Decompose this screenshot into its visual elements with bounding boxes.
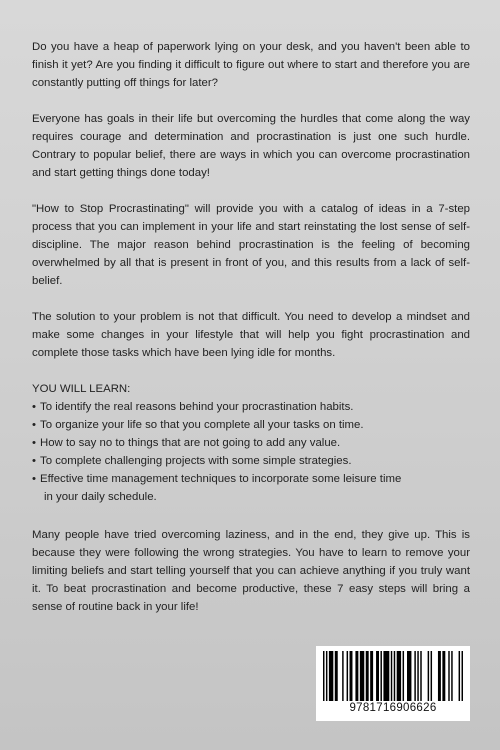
learn-item-continuation: in your daily schedule. <box>44 491 157 503</box>
learn-item: • To organize your life so that you complete all your tasks on time. <box>32 416 470 434</box>
barcode-bar <box>383 651 389 701</box>
paragraph-4: The solution to your problem is not that difficult. You need to develop a mindset and make some changes in your lifestyle that will help you fight procrastination and complete those tasks which have been lying idle for months. <box>32 311 470 359</box>
barcode-bar <box>380 651 381 701</box>
barcode-bar <box>459 651 460 701</box>
paragraph-2: Everyone has goals in their life but overcoming the hurdles that come along the way requires courage and determination and procrastination is just one such hurdle. Contrary to popular belief, there are ways in which you can overcome procrastination and start getting things done today! <box>32 113 470 179</box>
barcode-bar <box>394 651 395 701</box>
learn-item <box>32 470 470 506</box>
closing-paragraph: Many people have tried overcoming laziness, and in the end, they give up. This is because they were following the wrong strategies. You have to learn to remove your limiting beliefs and start telling yourself that you can achieve anything if you truly want it. To beat procrastination and become productive, these 7 easy steps will bring a sense of routine back in your life! <box>32 529 470 613</box>
barcode-bar <box>360 651 364 701</box>
barcode-bar <box>355 651 358 701</box>
learn-list <box>32 398 470 506</box>
learn-item: • To complete challenging projects with some simple strategies. <box>32 452 470 470</box>
learn-item: • How to say no to things that are not going to add any value. <box>32 434 470 452</box>
paragraph-1: Do you have a heap of paperwork lying on your desk, and you haven't been able to finish it yet? Are you finding it difficult to figure out where to start and therefore you are constantly putting off things for later? <box>32 41 470 89</box>
barcode-bar <box>428 651 429 701</box>
barcode-bar <box>342 651 343 701</box>
learn-item-text: Effective time management techniques to incorporate some leisure time <box>40 473 402 485</box>
barcode-bar <box>414 651 415 701</box>
barcode-bar <box>370 651 373 701</box>
barcode-bar <box>431 651 432 701</box>
barcode-bar <box>407 651 411 701</box>
barcode-bar <box>347 651 348 701</box>
barcode-box <box>316 646 470 721</box>
barcode-bar <box>417 651 418 701</box>
barcode-bar <box>397 651 401 701</box>
barcode-bar <box>323 651 324 701</box>
barcode-bar <box>326 651 327 701</box>
barcode-bar <box>366 651 369 701</box>
learn-heading: YOU WILL LEARN: <box>32 383 131 395</box>
barcode-bar <box>438 651 441 701</box>
barcode-bar <box>448 651 449 701</box>
barcode-bar <box>442 651 445 701</box>
barcode-bar <box>350 651 353 701</box>
barcode-bar <box>462 651 463 701</box>
barcode-bar <box>329 651 333 701</box>
barcode-bar <box>403 651 404 701</box>
barcode-bar <box>451 651 452 701</box>
isbn-number: 9781716906626 <box>349 702 437 714</box>
barcode-bar <box>376 651 379 701</box>
barcode-bar <box>420 651 421 701</box>
blurb-text <box>32 38 470 616</box>
barcode-image <box>323 651 463 701</box>
paragraph-3: "How to Stop Procrastinating" will provide you with a catalog of ideas in a 7-step process that you can implement in your life and start reinstating the lost sense of self-discipline. The major reason behind procrastination is the feeling of becoming overwhelmed by all that is present in front of you, and this results from a lack of self-belief. <box>32 203 470 287</box>
barcode-bar <box>335 651 338 701</box>
barcode-bar <box>391 651 392 701</box>
learn-item: • To identify the real reasons behind your procrastination habits. <box>32 398 470 416</box>
